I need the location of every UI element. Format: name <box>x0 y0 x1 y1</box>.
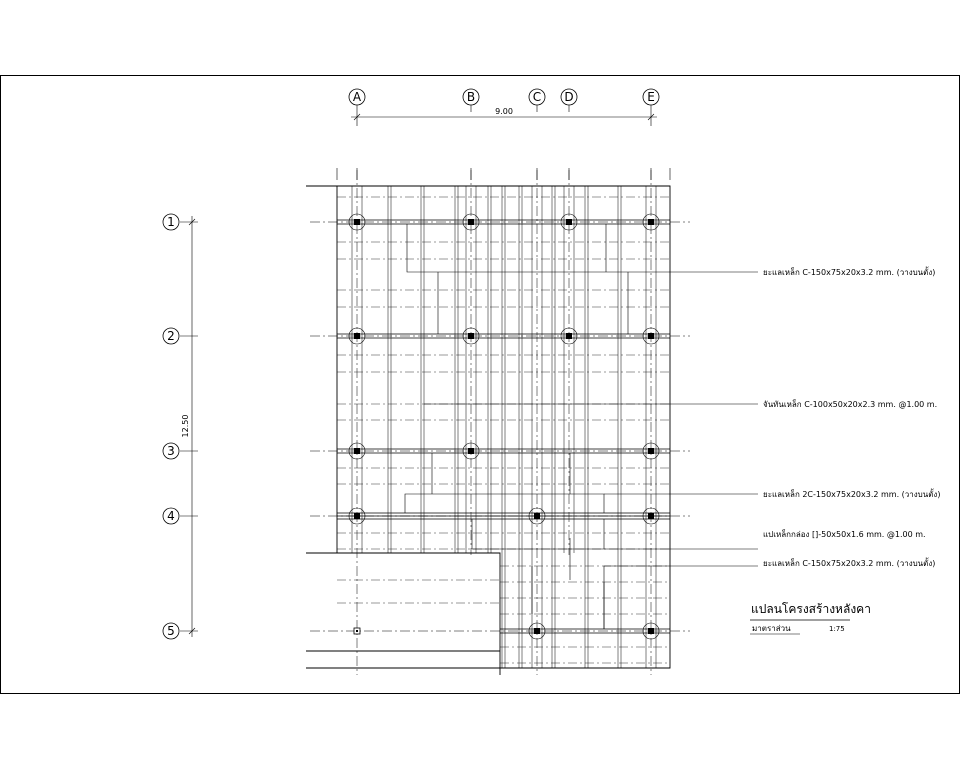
scale-label: มาตราส่วน <box>752 624 791 633</box>
grid-label-d: D <box>564 90 574 104</box>
grid-label-e: E <box>647 90 655 104</box>
grid-bubble-a <box>349 89 365 105</box>
grid-label-c: C <box>532 90 542 104</box>
rafters <box>352 186 656 668</box>
grid-bubble-5 <box>163 623 179 639</box>
note-double-beam: ยะแลเหล็ก 2C-150x75x20x3.2 mm. (วางบนตั้ง) <box>763 490 941 499</box>
grid-label-3: 3 <box>167 444 175 458</box>
note-main-beam-bottom: ยะแลเหล็ก C-150x75x20x3.2 mm. (วางบนตั้ง) <box>763 559 936 568</box>
title-block <box>750 602 871 634</box>
grid-bubble-d <box>561 89 577 105</box>
scale-value: 1:75 <box>829 625 845 633</box>
annotation-notes <box>763 266 940 568</box>
grid-bubble-e <box>643 89 659 105</box>
grid-bubble-c <box>529 89 545 105</box>
purlins <box>337 197 670 663</box>
grid-label-2: 2 <box>167 329 175 343</box>
grid-label-5: 5 <box>167 624 175 638</box>
note-purlin: แปเหล็กกล่อง []-50x50x1.6 mm. @1.00 m. <box>763 530 926 539</box>
grid-bubble-1 <box>163 214 179 230</box>
note-rafter: จันทันเหล็ก C-100x50x20x2.3 mm. @1.00 m. <box>763 400 938 409</box>
grid-label-a: A <box>352 90 362 104</box>
grid-bubble-4 <box>163 508 179 524</box>
leader-lines <box>604 272 758 566</box>
grid-row-bubbles <box>163 214 179 639</box>
sheet-border <box>1 76 960 694</box>
column-posts <box>349 214 659 639</box>
grid-bubble-b <box>463 89 479 105</box>
grid-label-4: 4 <box>167 509 175 523</box>
dimension-horizontal-label: 9.00 <box>495 107 513 116</box>
span-arrows <box>405 224 670 629</box>
note-main-beam-top: ยะแลเหล็ก C-150x75x20x3.2 mm. (วางบนตั้ง) <box>763 268 936 277</box>
grid-column-lines <box>357 170 651 675</box>
grid-label-1: 1 <box>167 215 175 229</box>
column-post <box>354 628 360 634</box>
top-ticks <box>337 168 670 180</box>
grid-bubble-3 <box>163 443 179 459</box>
drawing-title: แปลนโครงสร้างหลังคา <box>751 602 871 616</box>
grid-column-bubbles <box>349 89 659 105</box>
main-beams <box>337 220 670 633</box>
dimension-vertical-label: 12.50 <box>181 414 190 438</box>
grid-label-b: B <box>466 90 476 104</box>
grid-bubble-2 <box>163 328 179 344</box>
